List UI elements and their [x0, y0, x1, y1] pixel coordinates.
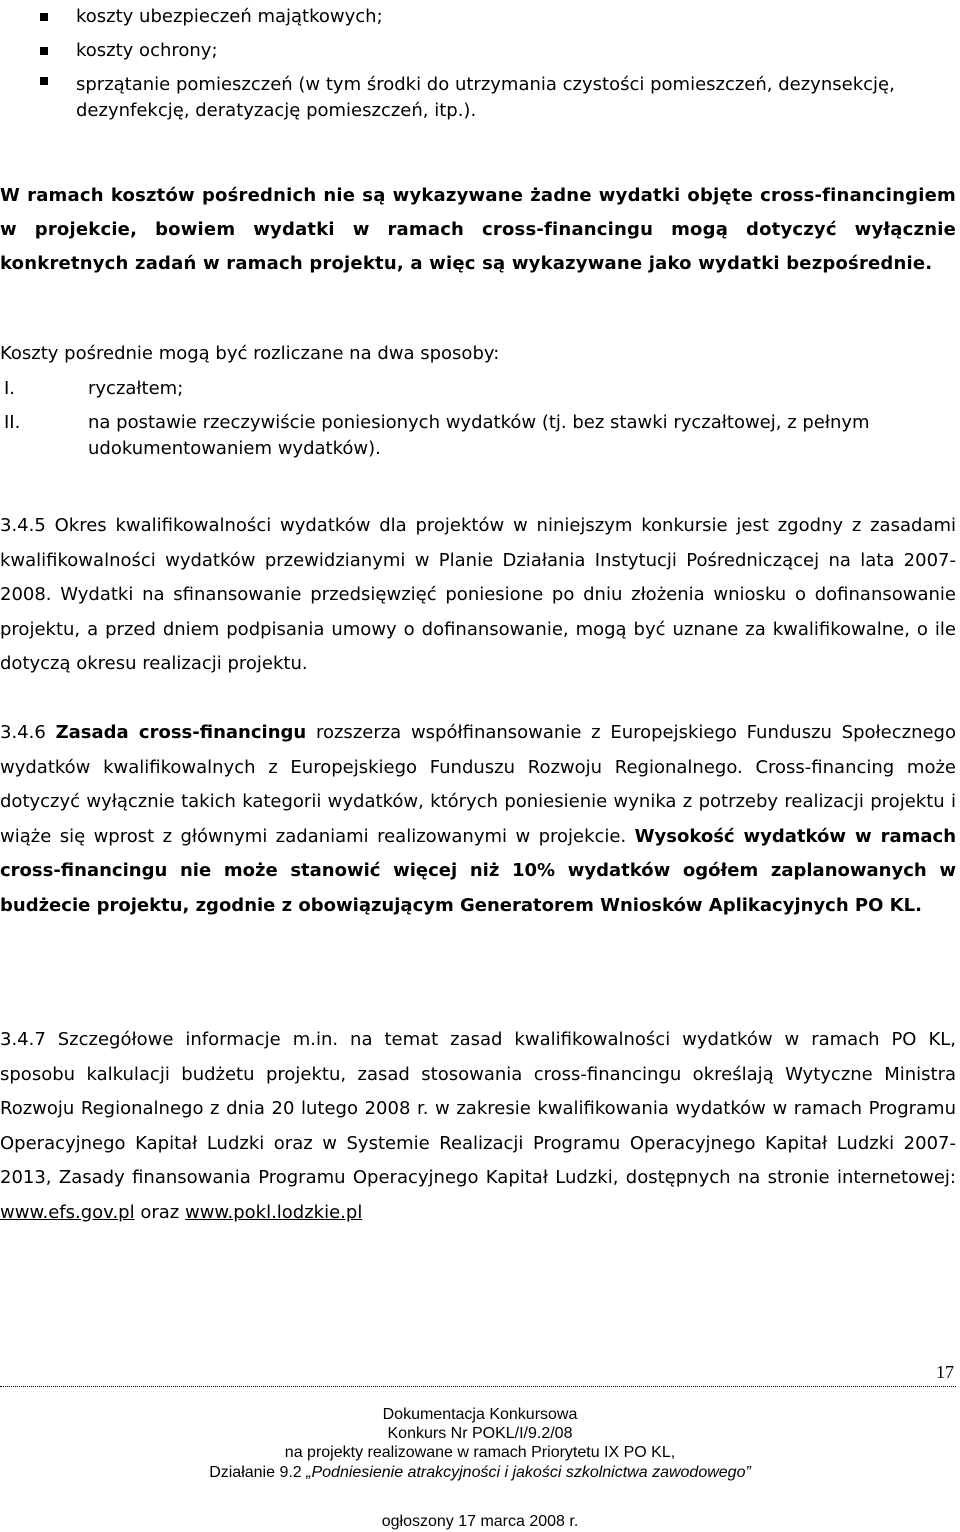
link-efs[interactable]: www.efs.gov.pl — [0, 1201, 135, 1223]
square-bullet-icon — [40, 13, 48, 21]
settlement-method-item — [0, 376, 956, 402]
square-bullet-icon — [40, 47, 48, 55]
section-3-4-6 — [0, 716, 956, 923]
bullet-item — [36, 68, 956, 124]
footer-line: ogłoszony 17 marca 2008 r. — [381, 1513, 579, 1530]
bullet-text: koszty ubezpieczeń majątkowych; — [76, 6, 383, 27]
section-body: 3.4.7 Szczegółowe informacje m.in. na temat zasad kwalifikowalności wydatków w ramach PO KL, sposobu kalkulacji budżetu projektu, zasad stosowania cross-financingu określają Wytyczne Ministra Rozwoju Regionalnego z dnia 20 lutego 2008 r. w zakresie kwalifikowania wydatków w ramach Programu Operacyjnego Kapitał Ludzki oraz w Systemie Realizacji Programu Operacyjnego Kapitał Ludzki 2007-2013, Zasady finansowania Programu Operacyjnego Kapitał Ludzki, dostępnych na stronie internetowej: — [0, 1029, 956, 1188]
settlement-intro: Koszty pośrednie mogą być rozliczane na dwa sposoby: — [0, 343, 500, 364]
bullet-text: sprzątanie pomieszczeń (w tym środki do utrzymania czystości pomieszczeń, dezynsekcję, dezynfekcję, deratyzację pomieszczeń, itp.). — [76, 74, 895, 121]
square-bullet-icon — [40, 77, 48, 85]
settlement-method-item — [0, 410, 956, 462]
bullet-text: koszty ochrony; — [76, 40, 218, 61]
section-bold-statement: Wysokość wydatków w ramach cross-financingu nie może stanowić więcej niż 10% wydatków ogółem zaplanowanych w budżecie projektu, zgodnie z obowiązującym Generatorem Wniosków Aplikacyjnych PO KL. — [0, 825, 957, 916]
section-body: rozszerza współfinansowanie z Europejskiego Funduszu Społecznego wydatków kwalifikowalnych z Europejskiego Funduszu Rozwoju Regionalnego. Cross-financing może dotyczyć wyłącznie takich kategorii wydatków, których poniesienie wynika z potrzeby realizacji projektu i wiąże się wprost z głównymi zadaniami realizowanymi w projekcie. — [0, 722, 956, 847]
footer-divider — [0, 1386, 956, 1387]
section-3-4-5: 3.4.5 Okres kwalifikowalności wydatków dla projektów w niniejszym konkursie jest zgodny z zasadami kwalifikowalności wydatków przewidzianymi w Planie Działania Instytucji Pośredniczącej na lata 2007-2008. Wydatki na sfinansowanie przedsięwzięć poniesione po dniu złożenia wniosku o dofinansowanie projektu, a przed dniem podpisania umowy o dofinansowanie, mogą być uznane za kwalifikowalne, o ile dotyczą okresu realizacji projektu. — [0, 515, 956, 674]
link-pokl-lodzkie[interactable]: www.pokl.lodzkie.pl — [184, 1201, 363, 1223]
section-term: Zasada cross-financingu — [55, 722, 307, 743]
footer-action-label: Działanie 9.2 — [209, 1464, 302, 1481]
bullet-item — [36, 34, 956, 68]
footer-line: Konkurs Nr POKL/I/9.2/08 — [387, 1425, 573, 1442]
roman-numeral: I. — [4, 378, 16, 399]
roman-numeral: II. — [4, 412, 21, 433]
footer-line: na projekty realizowane w ramach Priorytetu IX PO KL, — [284, 1444, 676, 1461]
section-number: 3.4.6 — [0, 722, 46, 743]
cross-financing-indirect-costs-note: W ramach kosztów pośrednich nie są wykazywane żadne wydatki objęte cross-financingiem w projekcie, bowiem wydatki w ramach cross-financingu mogą dotyczyć wyłącznie konkretnych zadań w ramach projektu, a więc są wykazywane jako wydatki bezpośrednie. — [0, 185, 956, 274]
section-3-4-7 — [0, 1023, 956, 1230]
settlement-method-text: ryczałtem; — [88, 378, 184, 399]
settlement-method-list — [0, 376, 956, 462]
link-connector: oraz — [140, 1201, 180, 1223]
settlement-method-text: na postawie rzeczywiście poniesionych wydatków (tj. bez stawki ryczałtowej, z pełnym udokumentowaniem wydatków). — [88, 412, 870, 459]
bullet-item — [36, 0, 956, 34]
footer-line — [0, 1463, 960, 1483]
footer-line: Dokumentacja Konkursowa — [382, 1406, 578, 1423]
cost-bullet-list — [36, 0, 956, 124]
page-number: 17 — [936, 1362, 954, 1382]
footer-action-title: „Podniesienie atrakcyjności i jakości szkolnictwa zawodowego” — [306, 1464, 751, 1481]
